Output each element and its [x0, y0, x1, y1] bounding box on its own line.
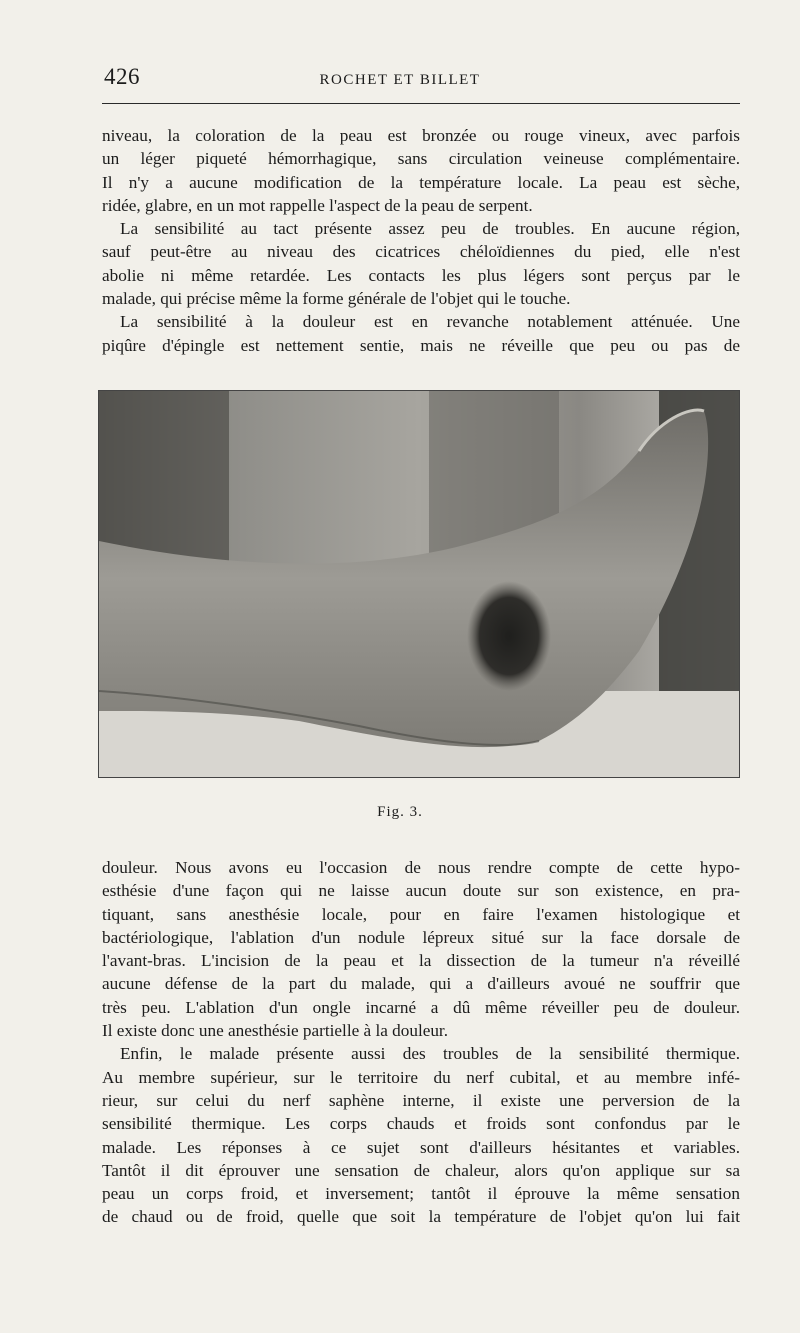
figure-photo — [98, 390, 740, 778]
text-line: abolie ni même retardée. Les contacts les plus légers sont perçus par le — [102, 265, 740, 285]
text-line: malade. Les réponses à ce sujet sont d'ailleurs hésitantes et variables. — [102, 1137, 740, 1157]
text-line: douleur. Nous avons eu l'occasion de nous rendre compte de cette hypo- — [102, 858, 740, 877]
text-line: Il existe donc une anesthésie partielle à la douleur. — [102, 1021, 449, 1041]
header-rule — [102, 103, 740, 104]
text-line: Il n'y a aucune modification de la température locale. La peau est sèche, — [102, 172, 740, 192]
text-line: ridée, glabre, en un mot rappelle l'aspect de la peau de serpent. — [102, 195, 533, 215]
text-line: un léger piqueté hémorrhagique, sans circulation veineuse complémentaire. — [102, 149, 740, 169]
text-line: piqûre d'épingle est nettement sentie, mais ne réveille que peu ou pas de — [102, 335, 740, 355]
page-number: 426 — [104, 64, 140, 89]
text-line: peau un corps froid, et inversement; tantôt il éprouve la même sensation — [102, 1184, 740, 1204]
text-line: de chaud ou de froid, quelle que soit la température de l'objet qu'on lui fait — [102, 1207, 740, 1227]
paragraph-block-top — [102, 124, 740, 357]
text-line: La sensibilité au tact présente assez peu de troubles. En aucune région, — [120, 219, 740, 239]
text-line: l'avant-bras. L'incision de la peau et la dissection de la tumeur n'a réveillé — [102, 951, 740, 971]
text-line: La sensibilité à la douleur est en revanche notablement atténuée. Une — [120, 312, 740, 332]
text-line: bactériologique, l'ablation d'un nodule lépreux situé sur la face dorsale de — [102, 927, 740, 947]
leg-photograph — [99, 391, 739, 777]
text-line: aucune défense de la part du malade, qui a d'ailleurs avoué ne souffrir que — [102, 974, 740, 994]
text-line: Tantôt il dit éprouver une sensation de chaleur, alors qu'on applique sur sa — [102, 1160, 740, 1180]
text-line: tiquant, sans anesthésie locale, pour en faire l'examen histologique et — [102, 904, 740, 924]
text-line: sauf peut-être au niveau des cicatrices chéloïdiennes du pied, elle n'est — [102, 242, 740, 262]
text-line: Au membre supérieur, sur le territoire du nerf cubital, et au membre infé- — [102, 1067, 740, 1087]
text-line: niveau, la coloration de la peau est bronzée ou rouge vineux, avec parfois — [102, 126, 740, 145]
text-line: esthésie d'une façon qui ne laisse aucun doute sur son existence, en pra- — [102, 881, 740, 901]
text-line: rieur, sur celui du nerf saphène interne, il existe une perversion de la — [102, 1090, 740, 1110]
text-line: très peu. L'ablation d'un ongle incarné a dû même réveiller peu de douleur. — [102, 997, 740, 1017]
paragraph-block-bottom — [102, 856, 740, 1229]
figure-caption: Fig. 3. — [377, 804, 423, 820]
text-line: Enfin, le malade présente aussi des troubles de la sensibilité thermique. — [120, 1044, 740, 1064]
text-line: sensibilité thermique. Les corps chauds et froids sont confondus par le — [102, 1114, 740, 1134]
running-title: ROCHET ET BILLET — [319, 72, 481, 88]
text-line: malade, qui précise même la forme générale de l'objet qui le touche. — [102, 289, 571, 309]
